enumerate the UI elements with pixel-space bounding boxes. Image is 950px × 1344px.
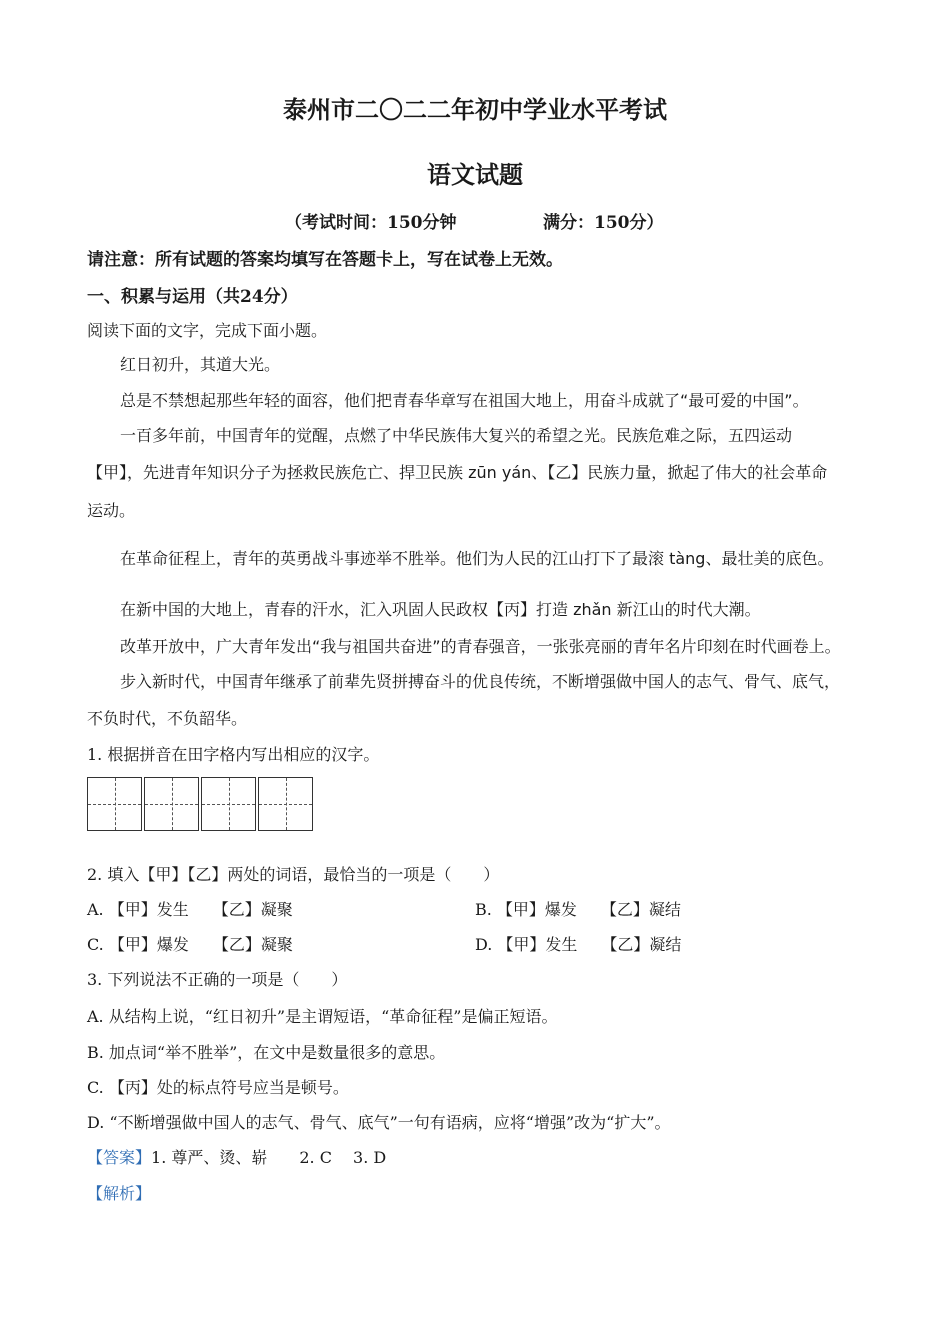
passage-paragraph: 一百多年前，中国青年的觉醒，点燃了中华民族伟大复兴的希望之光。民族危难之际，五四运动 <box>120 426 793 445</box>
option-d: D. 【甲】发生 【乙】凝结 <box>475 935 682 954</box>
passage-paragraph: 在新中国的大地上，青春的汗水，汇入巩固人民政权【丙】打造 zhǎn 新江山的时代大潮。 <box>120 600 761 619</box>
passage-paragraph: 步入新时代，中国青年继承了前辈先贤拼搏奋斗的优良传统，不断增强做中国人的志气、骨气、底气， <box>120 672 841 691</box>
answer-text: 1. 尊严、烫、崭 2. C 3. D <box>151 1148 387 1167</box>
notice: 请注意：所有试题的答案均填写在答题卡上，写在试卷上无效。 <box>87 250 563 270</box>
reading-instruction: 阅读下面的文字，完成下面小题。 <box>87 321 328 340</box>
option-b: B. 加点词“举不胜举”，在文中是数量很多的意思。 <box>87 1043 446 1062</box>
passage-paragraph: 运动。 <box>87 501 136 520</box>
exam-title: 泰州市二〇二二年初中学业水平考试 <box>283 95 667 124</box>
full-score: 满分：150分） <box>543 213 664 233</box>
option-a: A. 从结构上说，“红日初升”是主谓短语，“革命征程”是偏正短语。 <box>87 1007 558 1026</box>
passage-paragraph: 红日初升，其道大光。 <box>120 355 281 374</box>
tianzige-cell[interactable] <box>258 777 313 831</box>
passage-paragraph: 不负时代，不负韶华。 <box>87 709 248 728</box>
tianzige-cell[interactable] <box>201 777 256 831</box>
section-heading: 一、积累与运用（共24分） <box>87 287 298 307</box>
answer-label: 【答案】 <box>87 1148 152 1167</box>
option-c: C. 【丙】处的标点符号应当是顿号。 <box>87 1078 349 1097</box>
question-1: 1. 根据拼音在田字格内写出相应的汉字。 <box>87 745 380 764</box>
passage-paragraph: 改革开放中，广大青年发出“我与祖国共奋进”的青春强音，一张张亮丽的青年名片印刻在时代画卷上。 <box>120 637 841 656</box>
question-2: 2. 填入【甲】【乙】两处的词语，最恰当的一项是（ ） <box>87 865 500 884</box>
analysis-label: 【解析】 <box>87 1184 152 1203</box>
exam-time: （考试时间：150分钟 <box>285 213 457 233</box>
subject-title: 语文试题 <box>427 160 523 189</box>
passage-paragraph: 总是不禁想起那些年轻的面容，他们把青春华章写在祖国大地上，用奋斗成就了“最可爱的中国”。 <box>120 391 809 410</box>
option-b: B. 【甲】爆发 【乙】凝结 <box>475 900 681 919</box>
question-3: 3. 下列说法不正确的一项是（ ） <box>87 970 348 989</box>
option-c: C. 【甲】爆发 【乙】凝聚 <box>87 935 293 954</box>
tianzige-grid <box>87 777 313 833</box>
option-d: D. “不断增强做中国人的志气、骨气、底气”一句有语病，应将“增强”改为“扩大”。 <box>87 1113 671 1132</box>
answer-line <box>87 1145 386 1168</box>
passage-paragraph: 在革命征程上，青年的英勇战斗事迹举不胜举。他们为人民的江山打下了最滚 tàng、最壮美的底色。 <box>120 549 834 568</box>
passage-paragraph: 【甲】，先进青年知识分子为拯救民族危亡、捍卫民族 zūn yán、【乙】民族力量，掀起了伟大的社会革命 <box>87 463 828 482</box>
tianzige-cell[interactable] <box>144 777 199 831</box>
tianzige-cell[interactable] <box>87 777 142 831</box>
option-a: A. 【甲】发生 【乙】凝聚 <box>87 900 293 919</box>
